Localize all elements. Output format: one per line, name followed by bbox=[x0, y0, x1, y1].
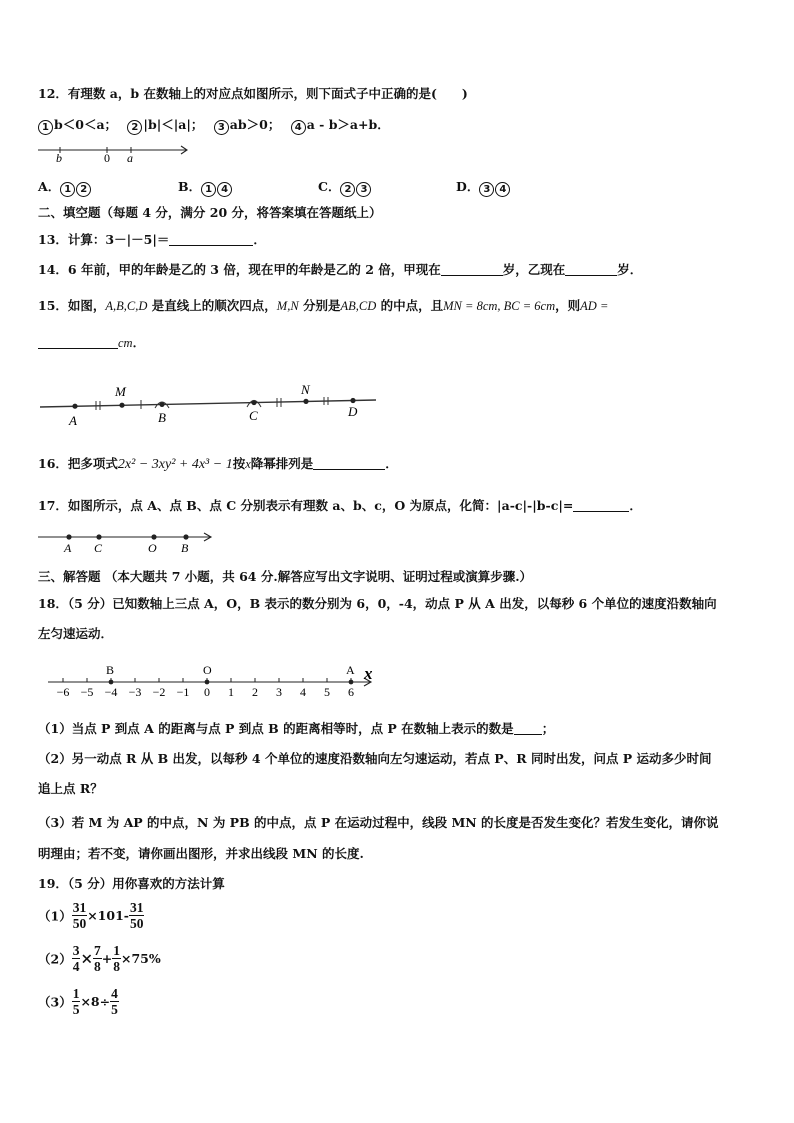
q18-part3-line1: （3）若 M 为 AP 的中点，N 为 PB 的中点，点 P 在运动过程中，线段 MN 的长度是否发生变化？若发生变化，请你说 bbox=[38, 815, 719, 830]
fig-label-o: O bbox=[148, 541, 157, 555]
option-a[interactable]: A． 1 2 bbox=[38, 177, 178, 197]
q12-options bbox=[38, 177, 511, 197]
circled-number: 2 bbox=[127, 120, 142, 135]
axis-tick-label: 1 bbox=[228, 685, 234, 699]
q15-answer: cm． bbox=[38, 333, 145, 351]
answer-blank[interactable] bbox=[169, 233, 253, 246]
axis-tick-label: −6 bbox=[56, 685, 70, 699]
q18-line2: 左匀速运动． bbox=[38, 626, 114, 641]
axis-tick-label: 4 bbox=[300, 685, 306, 699]
q19-expr3: （3） $\frac{1}{5}$ ×8÷ $\frac{4}{5}$ bbox=[38, 986, 118, 1017]
q18-part1: （1）当点 P 到点 A 的距离与点 P 到点 B 的距离相等时，点 P 在数轴上表示的数是 ； bbox=[38, 721, 555, 736]
q12-item-4: a - b＞a+b． bbox=[306, 117, 390, 132]
fig-label-n: N bbox=[301, 382, 310, 397]
q12-item-3: ab＞0； bbox=[229, 117, 281, 132]
q19-stem: 19．（5 分）用你喜欢的方法计算 bbox=[38, 876, 225, 891]
axis-tick-label: 5 bbox=[324, 685, 330, 699]
axis-tick-label: 2 bbox=[252, 685, 258, 699]
q18-part3-line2: 明理由；若不变，请你画出图形，并求出线段 MN 的长度. bbox=[38, 846, 364, 861]
q17-number-line bbox=[38, 528, 218, 556]
option-d[interactable]: D． 3 4 bbox=[456, 177, 511, 197]
answer-blank[interactable] bbox=[38, 336, 118, 349]
circled-number: 3 bbox=[214, 120, 229, 135]
q14: 14．6 年前，甲的年龄是乙的 3 倍，现在甲的年龄是乙的 2 倍，甲现在 岁，乙现在 岁． bbox=[38, 262, 643, 277]
q12-number-line bbox=[38, 140, 198, 166]
axis-tick-label: −4 bbox=[104, 685, 118, 699]
option-c[interactable]: C． 2 3 bbox=[318, 177, 456, 197]
point-label-b: B bbox=[106, 663, 115, 677]
answer-blank[interactable] bbox=[565, 263, 617, 276]
fig-label-d: D bbox=[348, 404, 358, 419]
q12-item-2: |b|＜|a|； bbox=[143, 117, 204, 132]
axis-label-b: b bbox=[56, 151, 62, 165]
fig-label-b: B bbox=[181, 541, 189, 555]
circled-number: 1 bbox=[38, 120, 53, 135]
q15: 15．如图，A,B,C,D 是直线上的顺次四点，M,N 分别是AB,CD 的中点，且MN = 8cm, BC = 6cm，则AD = bbox=[38, 298, 609, 313]
point-label-a: A bbox=[346, 663, 355, 677]
q16: 16．把多项式2x² − 3xy² + 4x³ − 1按x降幂排列是 ． bbox=[38, 456, 398, 472]
q13: 13．计算：3－|－5|＝ ． bbox=[38, 232, 266, 247]
axis-tick-label: 3 bbox=[276, 685, 282, 699]
fig-label-c: C bbox=[249, 408, 258, 423]
fig-label-c: C bbox=[94, 541, 103, 555]
axis-tick-label: 6 bbox=[348, 685, 354, 699]
axis-tick-label: −2 bbox=[152, 685, 166, 699]
section2-heading: 二、填空题（每题 4 分，满分 20 分，将答案填在答题纸上） bbox=[38, 205, 382, 220]
axis-tick-label: 0 bbox=[204, 685, 210, 699]
answer-blank[interactable] bbox=[514, 722, 542, 735]
answer-blank[interactable] bbox=[441, 263, 503, 276]
q18-number-line bbox=[48, 660, 388, 700]
option-b[interactable]: B． 1 4 bbox=[178, 177, 318, 197]
fig-label-b: B bbox=[158, 410, 166, 425]
q17: 17．如图所示，点 A、点 B、点 C 分别表示有理数 a、b、c，O 为原点，化简：|a-c|-|b-c|= ． bbox=[38, 498, 642, 513]
circled-number: 4 bbox=[291, 120, 306, 135]
axis-tick-label: −1 bbox=[176, 685, 190, 699]
q12-items bbox=[38, 115, 390, 135]
q15-figure bbox=[38, 380, 383, 430]
axis-label-zero: 0 bbox=[104, 151, 110, 165]
answer-blank[interactable] bbox=[573, 499, 629, 512]
q12-stem: 12．有理数 a，b 在数轴上的对应点如图所示，则下面式子中正确的是( ) bbox=[38, 86, 468, 101]
axis-tick-label: −3 bbox=[128, 685, 142, 699]
axis-tick-label: −5 bbox=[80, 685, 94, 699]
axis-x-label: x bbox=[364, 664, 373, 683]
fig-label-a: A bbox=[64, 541, 72, 555]
section3-heading: 三、解答题 （本大题共 7 小题，共 64 分.解答应写出文字说明、证明过程或演算步骤.） bbox=[38, 569, 533, 584]
axis-label-a: a bbox=[127, 151, 133, 165]
q18-line1: 18．（5 分）已知数轴上三点 A，O，B 表示的数分别为 6，0，-4，动点 P 从 A 出发，以每秒 6 个单位的速度沿数轴向 bbox=[38, 596, 717, 611]
q18-part2-line1: （2）另一动点 R 从 B 出发，以每秒 4 个单位的速度沿数轴向左匀速运动，若点 P、R 同时出发，问点 P 运动多少时间 bbox=[38, 751, 712, 766]
fig-label-m: M bbox=[115, 384, 126, 399]
fig-label-a: A bbox=[69, 413, 77, 428]
q12-item-1: b＜0＜a； bbox=[54, 117, 118, 132]
point-label-o: O bbox=[203, 663, 212, 677]
answer-blank[interactable] bbox=[313, 457, 385, 470]
q18-part2-line2: 追上点 R？ bbox=[38, 781, 103, 796]
q19-expr2: （2） $\frac{3}{4}$ × $\frac{7}{8}$ + $\frac{1}{8}$ ×75% bbox=[38, 943, 161, 974]
q19-expr1: （1） $\frac{31}{50}$ ×101- $\frac{31}{50}$ bbox=[38, 900, 144, 931]
